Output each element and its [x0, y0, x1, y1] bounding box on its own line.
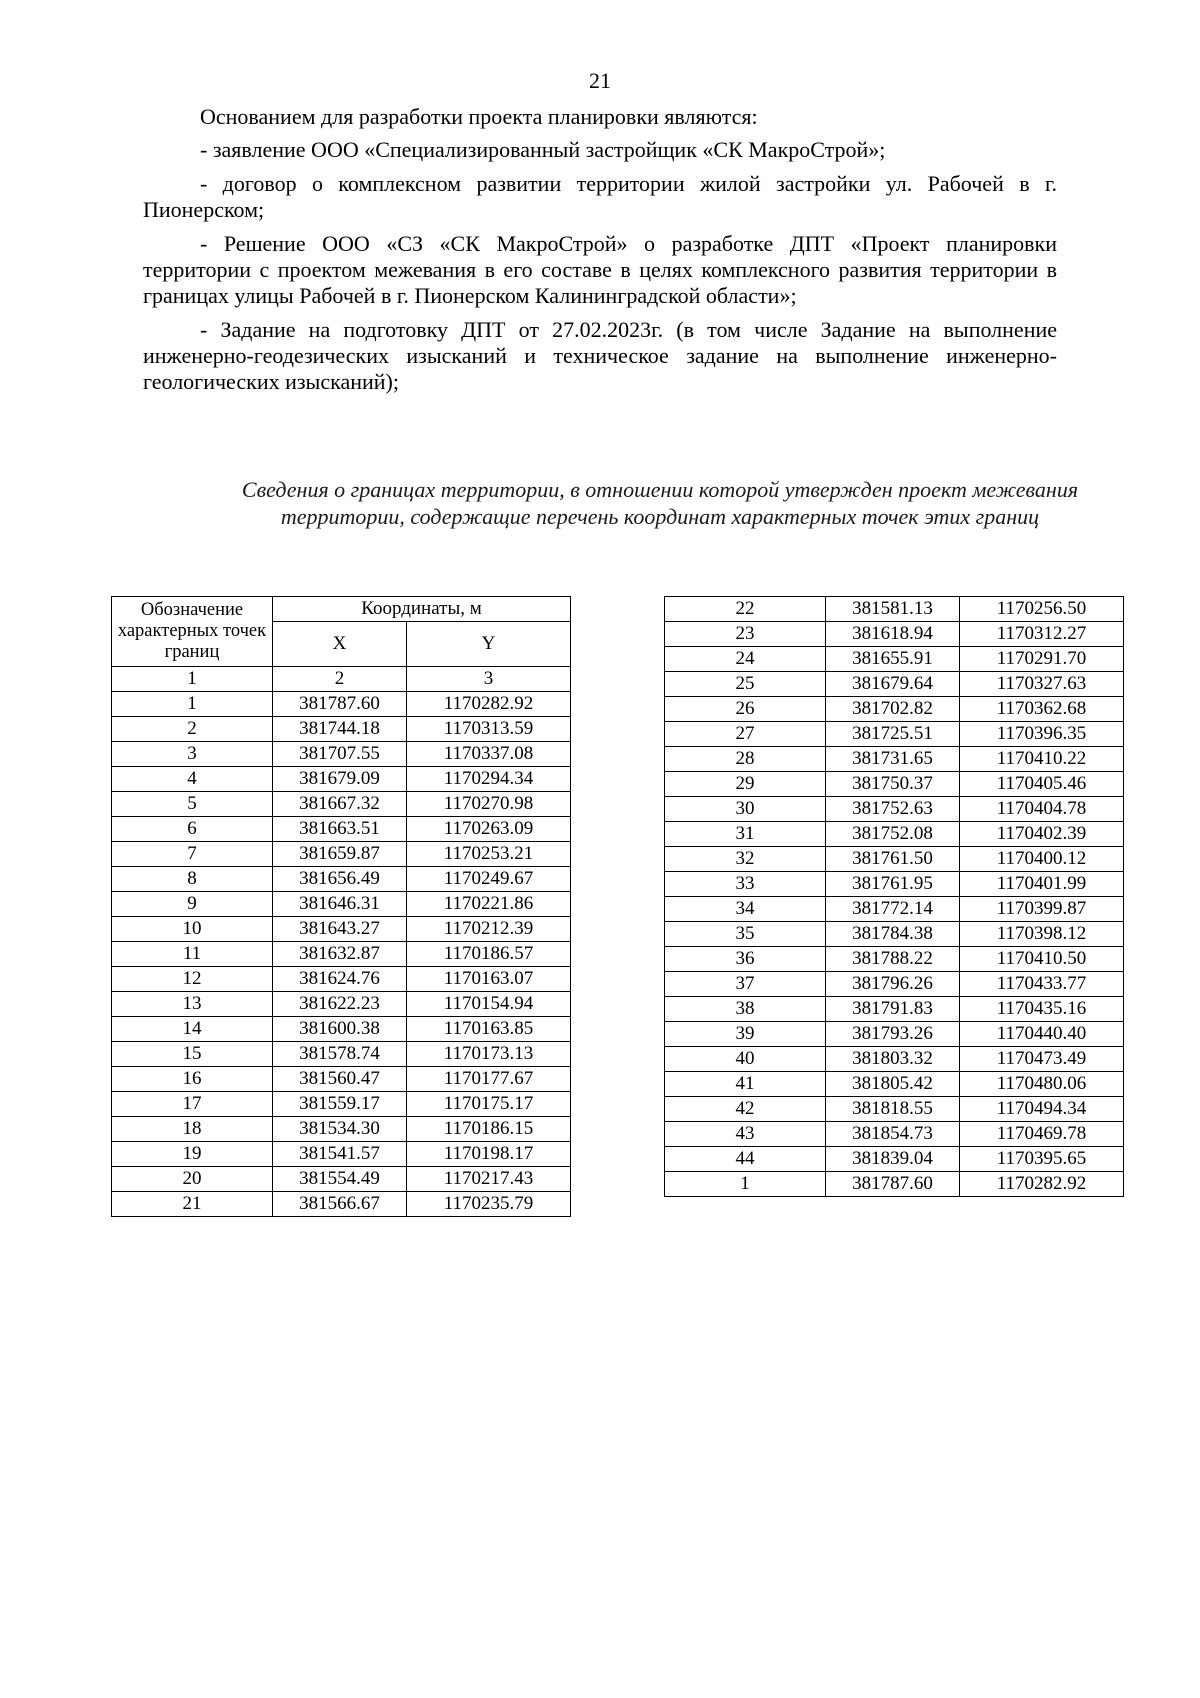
table-row — [665, 1022, 1124, 1047]
paragraph-intro: Основанием для разработки проекта планировки являются: — [200, 104, 758, 129]
point-number: 34 — [665, 897, 826, 922]
paragraph-contract: - договор о комплексном развитии территории жилой застройки ул. Рабочей в г. Пионерском; — [143, 171, 1057, 222]
table-row — [112, 1042, 571, 1067]
x-value: 381541.57 — [273, 1142, 407, 1167]
point-number: 35 — [665, 922, 826, 947]
point-number: 41 — [665, 1072, 826, 1097]
table-row — [112, 917, 571, 942]
table-row — [112, 792, 571, 817]
table-row — [112, 892, 571, 917]
y-value: 1170400.12 — [960, 847, 1124, 872]
table-row — [665, 822, 1124, 847]
point-number: 29 — [665, 772, 826, 797]
point-number: 3 — [112, 742, 273, 767]
x-value: 381784.38 — [826, 922, 960, 947]
point-number: 33 — [665, 872, 826, 897]
coordinates-table-right — [664, 596, 1124, 1197]
y-value: 1170327.63 — [960, 672, 1124, 697]
y-value: 1170177.67 — [407, 1067, 571, 1092]
y-value: 1170404.78 — [960, 797, 1124, 822]
point-number: 6 — [112, 817, 273, 842]
y-value: 1170480.06 — [960, 1072, 1124, 1097]
table-row — [112, 717, 571, 742]
x-value: 381643.27 — [273, 917, 407, 942]
table-row — [112, 1142, 571, 1167]
point-number: 38 — [665, 997, 826, 1022]
point-number: 7 — [112, 842, 273, 867]
body-text — [143, 104, 1057, 403]
point-number: 24 — [665, 647, 826, 672]
x-value: 381554.49 — [273, 1167, 407, 1192]
point-number: 28 — [665, 747, 826, 772]
x-value: 381752.63 — [826, 797, 960, 822]
point-number: 43 — [665, 1122, 826, 1147]
x-value: 381761.50 — [826, 847, 960, 872]
paragraph-application: - заявление ООО «Специализированный застройщик «СК МакроСтрой»; — [200, 137, 886, 162]
y-value: 1170291.70 — [960, 647, 1124, 672]
y-value: 1170396.35 — [960, 722, 1124, 747]
y-value: 1170402.39 — [960, 822, 1124, 847]
table-row — [665, 797, 1124, 822]
table-row — [665, 722, 1124, 747]
point-number: 16 — [112, 1067, 273, 1092]
x-value: 381656.49 — [273, 867, 407, 892]
column-number: 1 — [112, 667, 273, 692]
right-table-body — [665, 597, 1124, 1197]
y-value: 1170473.49 — [960, 1047, 1124, 1072]
point-number: 15 — [112, 1042, 273, 1067]
point-number: 23 — [665, 622, 826, 647]
x-value: 381679.64 — [826, 672, 960, 697]
paragraph-decision: - Решение ООО «СЗ «СК МакроСтрой» о разработке ДПТ «Проект планировки территории с проектом межевания в его составе в целях комплексного развития территории в границах улицы Рабочей в г. Пионерском Калининградской области»; — [143, 231, 1057, 308]
y-value: 1170217.43 — [407, 1167, 571, 1192]
point-number: 44 — [665, 1147, 826, 1172]
table-row — [665, 1097, 1124, 1122]
table-row — [112, 867, 571, 892]
table-row — [112, 1167, 571, 1192]
point-number: 13 — [112, 992, 273, 1017]
y-value: 1170270.98 — [407, 792, 571, 817]
table-row — [665, 897, 1124, 922]
point-number: 1 — [665, 1172, 826, 1197]
point-number: 27 — [665, 722, 826, 747]
point-number: 39 — [665, 1022, 826, 1047]
y-value: 1170435.16 — [960, 997, 1124, 1022]
x-value: 381787.60 — [826, 1172, 960, 1197]
y-value: 1170212.39 — [407, 917, 571, 942]
y-value: 1170256.50 — [960, 597, 1124, 622]
table-row — [112, 817, 571, 842]
y-value: 1170154.94 — [407, 992, 571, 1017]
x-value: 381731.65 — [826, 747, 960, 772]
y-value: 1170235.79 — [407, 1192, 571, 1217]
point-number: 37 — [665, 972, 826, 997]
x-value: 381707.55 — [273, 742, 407, 767]
y-value: 1170163.07 — [407, 967, 571, 992]
y-value: 1170433.77 — [960, 972, 1124, 997]
x-value: 381578.74 — [273, 1042, 407, 1067]
point-number: 17 — [112, 1092, 273, 1117]
table-row — [665, 1072, 1124, 1097]
y-value: 1170494.34 — [960, 1097, 1124, 1122]
x-value: 381803.32 — [826, 1047, 960, 1072]
point-number: 30 — [665, 797, 826, 822]
x-value: 381752.08 — [826, 822, 960, 847]
table-row — [112, 742, 571, 767]
point-number: 20 — [112, 1167, 273, 1192]
x-value: 381772.14 — [826, 897, 960, 922]
x-value: 381646.31 — [273, 892, 407, 917]
point-number: 31 — [665, 822, 826, 847]
coordinates-table-left — [111, 596, 571, 1217]
y-value: 1170440.40 — [960, 1022, 1124, 1047]
y-value: 1170312.27 — [960, 622, 1124, 647]
x-value: 381744.18 — [273, 717, 407, 742]
designation-header: Обозначение характерных точек границ — [112, 597, 273, 667]
x-value: 381854.73 — [826, 1122, 960, 1147]
table-row — [665, 972, 1124, 997]
x-value: 381750.37 — [826, 772, 960, 797]
point-number: 40 — [665, 1047, 826, 1072]
x-value: 381600.38 — [273, 1017, 407, 1042]
table-row — [112, 692, 571, 717]
x-value: 381632.87 — [273, 942, 407, 967]
y-value: 1170398.12 — [960, 922, 1124, 947]
table-row — [112, 1017, 571, 1042]
x-value: 381796.26 — [826, 972, 960, 997]
table-row — [665, 847, 1124, 872]
x-value: 381818.55 — [826, 1097, 960, 1122]
x-value: 381559.17 — [273, 1092, 407, 1117]
y-value: 1170175.17 — [407, 1092, 571, 1117]
table-row — [112, 842, 571, 867]
y-value: 1170399.87 — [960, 897, 1124, 922]
x-value: 381663.51 — [273, 817, 407, 842]
table-row — [665, 1147, 1124, 1172]
x-value: 381702.82 — [826, 697, 960, 722]
point-number: 5 — [112, 792, 273, 817]
paragraph-assignment: - Задание на подготовку ДПТ от 27.02.2023г. (в том числе Задание на выполнение инженерно-геодезических изысканий и техническое задание на выполнение инженерно-геологических изысканий); — [143, 317, 1057, 394]
table-row — [665, 947, 1124, 972]
y-value: 1170469.78 — [960, 1122, 1124, 1147]
table-row — [665, 622, 1124, 647]
point-number: 4 — [112, 767, 273, 792]
y-value: 1170253.21 — [407, 842, 571, 867]
x-value: 381793.26 — [826, 1022, 960, 1047]
table-row — [665, 647, 1124, 672]
x-value: 381725.51 — [826, 722, 960, 747]
x-value: 381805.42 — [826, 1072, 960, 1097]
table-row — [112, 1117, 571, 1142]
y-value: 1170337.08 — [407, 742, 571, 767]
point-number: 25 — [665, 672, 826, 697]
point-number: 10 — [112, 917, 273, 942]
table-row — [665, 997, 1124, 1022]
table-row — [665, 1047, 1124, 1072]
y-value: 1170405.46 — [960, 772, 1124, 797]
x-value: 381787.60 — [273, 692, 407, 717]
table-row — [112, 767, 571, 792]
y-value: 1170362.68 — [960, 697, 1124, 722]
table-caption: Сведения о границах территории, в отношении которой утвержден проект межевания территории, содержащие перечень координат характерных точек этих границ — [241, 477, 1079, 529]
y-value: 1170282.92 — [407, 692, 571, 717]
point-number: 32 — [665, 847, 826, 872]
y-value: 1170294.34 — [407, 767, 571, 792]
point-number: 2 — [112, 717, 273, 742]
table-row — [112, 967, 571, 992]
x-value: 381566.67 — [273, 1192, 407, 1217]
x-value: 381624.76 — [273, 967, 407, 992]
y-value: 1170410.22 — [960, 747, 1124, 772]
column-number: 2 — [273, 667, 407, 692]
y-value: 1170401.99 — [960, 872, 1124, 897]
x-value: 381560.47 — [273, 1067, 407, 1092]
point-number: 26 — [665, 697, 826, 722]
x-value: 381788.22 — [826, 947, 960, 972]
y-value: 1170282.92 — [960, 1172, 1124, 1197]
table-row — [665, 747, 1124, 772]
point-number: 19 — [112, 1142, 273, 1167]
table-row — [665, 872, 1124, 897]
x-value: 381534.30 — [273, 1117, 407, 1142]
x-value: 381581.13 — [826, 597, 960, 622]
y-value: 1170263.09 — [407, 817, 571, 842]
point-number: 11 — [112, 942, 273, 967]
y-value: 1170410.50 — [960, 947, 1124, 972]
y-value: 1170173.13 — [407, 1042, 571, 1067]
table-row — [665, 772, 1124, 797]
table-row — [112, 992, 571, 1017]
y-value: 1170163.85 — [407, 1017, 571, 1042]
table-row — [112, 942, 571, 967]
coordinates-header: Координаты, м — [273, 597, 571, 622]
y-value: 1170395.65 — [960, 1147, 1124, 1172]
y-header: Y — [407, 622, 571, 667]
point-number: 8 — [112, 867, 273, 892]
table-row — [112, 1067, 571, 1092]
y-value: 1170198.17 — [407, 1142, 571, 1167]
point-number: 21 — [112, 1192, 273, 1217]
table-row — [665, 597, 1124, 622]
x-value: 381659.87 — [273, 842, 407, 867]
x-value: 381679.09 — [273, 767, 407, 792]
table-row — [665, 1172, 1124, 1197]
x-value: 381761.95 — [826, 872, 960, 897]
table-row — [665, 1122, 1124, 1147]
x-value: 381839.04 — [826, 1147, 960, 1172]
x-value: 381655.91 — [826, 647, 960, 672]
x-value: 381791.83 — [826, 997, 960, 1022]
point-number: 12 — [112, 967, 273, 992]
table-row — [112, 1192, 571, 1217]
table-row — [665, 922, 1124, 947]
table-row — [665, 672, 1124, 697]
table-row — [665, 697, 1124, 722]
x-header: X — [273, 622, 407, 667]
point-number: 9 — [112, 892, 273, 917]
y-value: 1170249.67 — [407, 867, 571, 892]
point-number: 1 — [112, 692, 273, 717]
x-value: 381618.94 — [826, 622, 960, 647]
page-number: 21 — [589, 68, 611, 93]
point-number: 18 — [112, 1117, 273, 1142]
point-number: 36 — [665, 947, 826, 972]
y-value: 1170186.15 — [407, 1117, 571, 1142]
left-table-body — [112, 692, 571, 1217]
point-number: 22 — [665, 597, 826, 622]
x-value: 381667.32 — [273, 792, 407, 817]
column-number: 3 — [407, 667, 571, 692]
point-number: 14 — [112, 1017, 273, 1042]
x-value: 381622.23 — [273, 992, 407, 1017]
y-value: 1170221.86 — [407, 892, 571, 917]
y-value: 1170186.57 — [407, 942, 571, 967]
y-value: 1170313.59 — [407, 717, 571, 742]
point-number: 42 — [665, 1097, 826, 1122]
table-row — [112, 1092, 571, 1117]
